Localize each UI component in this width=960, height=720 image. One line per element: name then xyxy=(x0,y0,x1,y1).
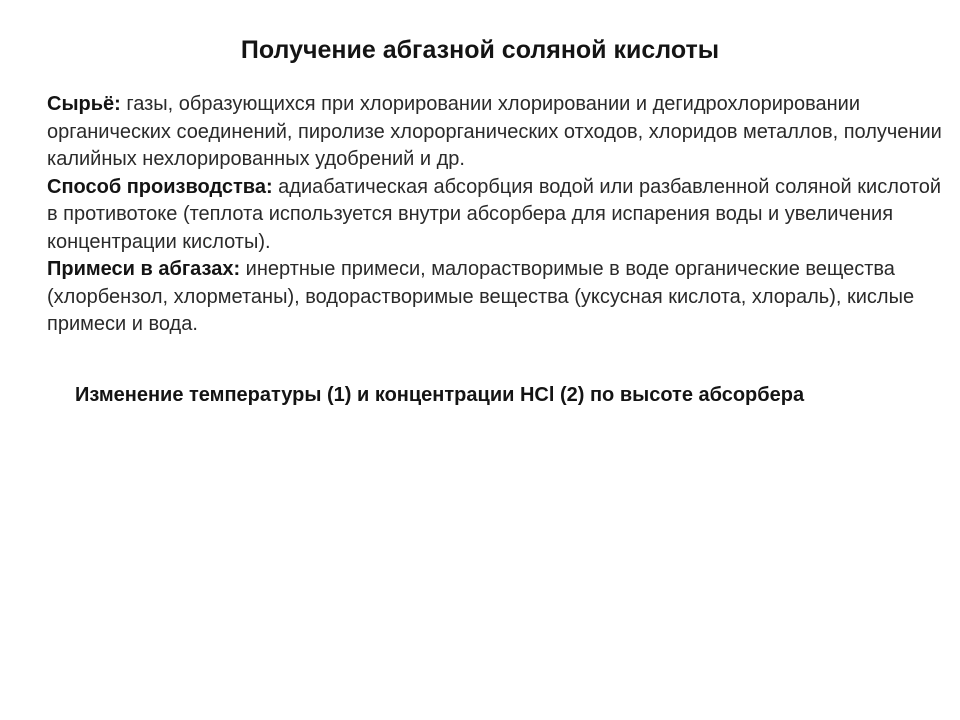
production-method-label: Способ производства: xyxy=(47,175,273,198)
paragraph-impurities xyxy=(47,256,952,339)
slide-title: Получение абгазной соляной кислоты xyxy=(240,36,720,64)
figure-subheading: Изменение температуры (1) и концентрации HCl (2) по высоте абсорбера xyxy=(75,384,805,406)
impurities-text: инертные примеси, малорастворимые в воде органические вещества (хлорбензол, хлорметаны), водорастворимые вещества (уксусная кислота, хлораль), кислые примеси и вода. xyxy=(47,258,915,335)
raw-materials-label: Сырьё: xyxy=(47,93,121,115)
paragraph-production-method xyxy=(47,174,952,257)
slide-body xyxy=(47,91,952,339)
paragraph-raw-materials xyxy=(47,91,952,174)
raw-materials-text: газы, образующихся при хлорировании хлорировании и дегидрохлорировании органических соединений, пиролизе хлорорганических отходов, хлоридов металлов, получении калийных нехлорированных удобрений и др. xyxy=(47,93,942,170)
impurities-label: Примеси в абгазах: xyxy=(47,258,241,280)
production-method-text: адиабатическая абсорбция водой или разбавленной соляной кислотой в противотоке (теплота используется внутри абсорбера для испарения воды и увеличения концентрации кислоты). xyxy=(47,175,942,253)
